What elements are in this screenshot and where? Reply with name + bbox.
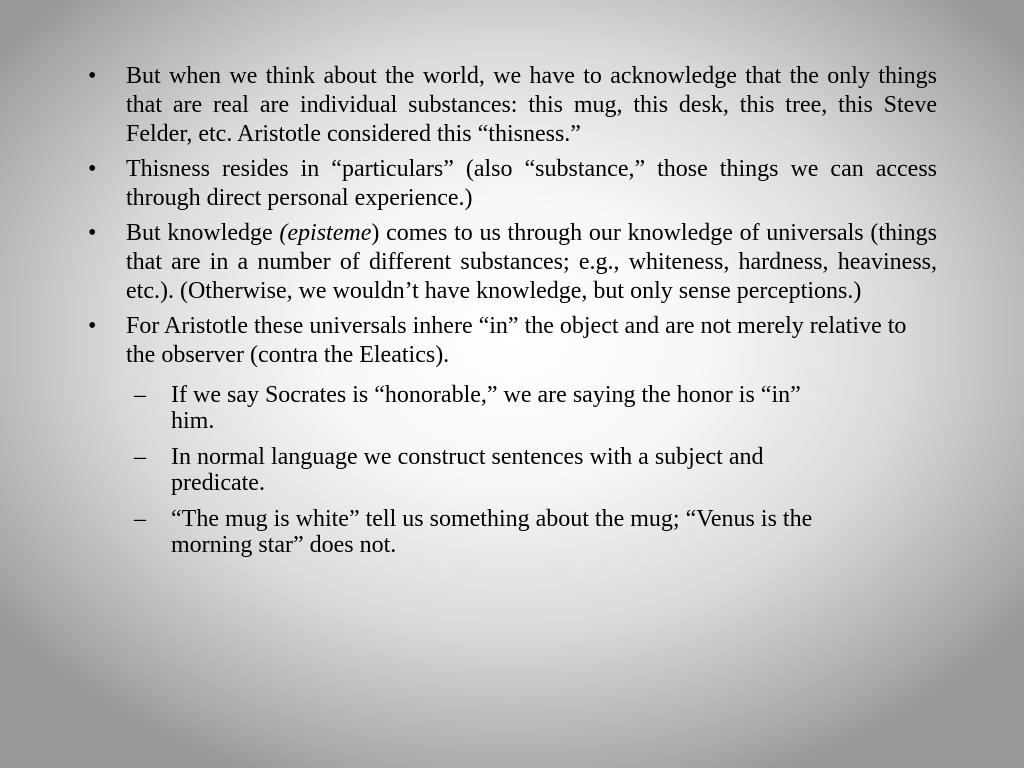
sub-bullet-item-1 [88, 382, 846, 434]
bullet-text: But when we think about the world, we have to acknowledge that the only things that are real are individual substances: this mug, this desk, this tree, this Steve Felder, etc. Aristotle considered this “thisness.” [126, 63, 937, 147]
sub-bullet-text: “The mug is white” tell us something about the mug; “Venus is the morning star” does not. [171, 506, 813, 558]
bullet-marker: • [88, 220, 97, 246]
sub-bullet-marker: – [134, 382, 146, 408]
sub-bullet-marker: – [134, 444, 146, 470]
bullet-marker: • [88, 313, 97, 339]
bullet-item-1 [88, 62, 937, 149]
bullet-text-after: ) comes to us through our knowledge of universals (things that are in a number of different substances; e.g., whiteness, hardness, heaviness, etc.). (Otherwise, we wouldn’t have knowledge, but only sense perceptions.) [126, 220, 937, 304]
bullet-text-italic: (episteme [279, 220, 372, 246]
sub-bullet-text: In normal language we construct sentences with a subject and predicate. [171, 444, 764, 496]
bullet-text-before: But knowledge [126, 220, 280, 246]
sub-bullet-text: If we say Socrates is “honorable,” we are saying the honor is “in” him. [171, 382, 801, 434]
bullet-marker: • [88, 63, 97, 89]
bullet-text: For Aristotle these universals inhere “in” the object and are not merely relative to the observer (contra the Eleatics). [126, 313, 907, 368]
bullet-text: Thisness resides in “particulars” (also “substance,” those things we can access through direct personal experience.) [126, 156, 937, 211]
bullet-text [126, 219, 937, 306]
sub-bullet-item-2 [88, 444, 846, 496]
bullet-item-3 [88, 219, 937, 306]
bullet-marker: • [88, 156, 97, 182]
sub-bullet-marker: – [134, 506, 146, 532]
bullet-item-4 [88, 312, 937, 370]
bullet-item-2 [88, 155, 937, 213]
sub-bullet-item-3 [88, 506, 846, 558]
slide-content [88, 62, 937, 568]
